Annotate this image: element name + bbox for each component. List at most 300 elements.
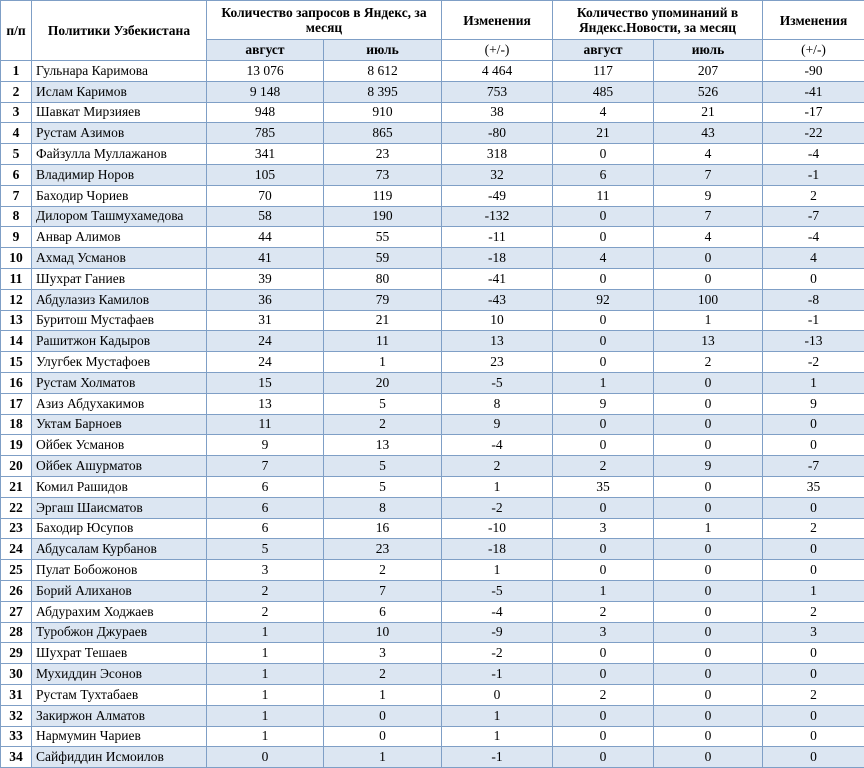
- politician-name-cell: Уктам Барноев: [32, 414, 207, 435]
- queries-august-cell: 24: [207, 352, 324, 373]
- queries-change-cell: 1: [442, 705, 553, 726]
- politician-name-cell: Анвар Алимов: [32, 227, 207, 248]
- politician-name-cell: Ислам Каримов: [32, 81, 207, 102]
- row-number-cell: 11: [1, 268, 32, 289]
- queries-august-cell: 1: [207, 664, 324, 685]
- queries-august-cell: 6: [207, 476, 324, 497]
- mentions-change-cell: -90: [763, 61, 864, 82]
- table-row: [1, 414, 864, 435]
- mentions-change-cell: 35: [763, 476, 864, 497]
- mentions-change-cell: -7: [763, 206, 864, 227]
- queries-july-cell: 23: [324, 539, 442, 560]
- queries-change-cell: -11: [442, 227, 553, 248]
- queries-change-cell: -1: [442, 747, 553, 768]
- mentions-august-cell: 2: [553, 456, 654, 477]
- queries-july-cell: 16: [324, 518, 442, 539]
- table-row: [1, 705, 864, 726]
- mentions-change-cell: -1: [763, 164, 864, 185]
- mentions-august-cell: 35: [553, 476, 654, 497]
- row-number-cell: 5: [1, 144, 32, 165]
- mentions-july-cell: 0: [654, 476, 763, 497]
- politician-name-cell: Ойбек Ашурматов: [32, 456, 207, 477]
- mentions-change-cell: -2: [763, 352, 864, 373]
- row-number-cell: 2: [1, 81, 32, 102]
- politician-name-cell: Баходир Чориев: [32, 185, 207, 206]
- politician-name-cell: Борий Алиханов: [32, 580, 207, 601]
- queries-change-cell: -41: [442, 268, 553, 289]
- row-number-cell: 25: [1, 560, 32, 581]
- mentions-august-cell: 0: [553, 705, 654, 726]
- queries-july-cell: 1: [324, 684, 442, 705]
- row-number-cell: 20: [1, 456, 32, 477]
- row-number-cell: 17: [1, 393, 32, 414]
- queries-august-cell: 1: [207, 622, 324, 643]
- mentions-august-cell: 92: [553, 289, 654, 310]
- mentions-july-cell: 0: [654, 539, 763, 560]
- mentions-change-cell: 2: [763, 518, 864, 539]
- queries-august-cell: 5: [207, 539, 324, 560]
- politician-name-cell: Сайфиддин Исмоилов: [32, 747, 207, 768]
- queries-change-cell: 8: [442, 393, 553, 414]
- queries-august-cell: 7: [207, 456, 324, 477]
- mentions-july-cell: 9: [654, 456, 763, 477]
- politician-name-cell: Дилором Ташмухамедова: [32, 206, 207, 227]
- mentions-july-cell: 0: [654, 393, 763, 414]
- politician-name-cell: Шухрат Тешаев: [32, 643, 207, 664]
- mentions-change-cell: -1: [763, 310, 864, 331]
- row-number-cell: 23: [1, 518, 32, 539]
- mentions-change-cell: 0: [763, 435, 864, 456]
- queries-august-cell: 31: [207, 310, 324, 331]
- mentions-change-cell: 0: [763, 705, 864, 726]
- row-number-cell: 16: [1, 372, 32, 393]
- queries-july-cell: 0: [324, 705, 442, 726]
- row-number-cell: 18: [1, 414, 32, 435]
- politician-name-cell: Шухрат Ганиев: [32, 268, 207, 289]
- queries-change-cell: -10: [442, 518, 553, 539]
- politician-name-cell: Абдусалам Курбанов: [32, 539, 207, 560]
- queries-change-cell: 1: [442, 476, 553, 497]
- queries-change-cell: 32: [442, 164, 553, 185]
- row-number-cell: 30: [1, 664, 32, 685]
- mentions-august-cell: 0: [553, 331, 654, 352]
- mentions-change-cell: 2: [763, 601, 864, 622]
- queries-august-cell: 1: [207, 705, 324, 726]
- politician-name-cell: Мухиддин Эсонов: [32, 664, 207, 685]
- mentions-change-cell: -4: [763, 227, 864, 248]
- mentions-august-cell: 0: [553, 435, 654, 456]
- queries-july-cell: 73: [324, 164, 442, 185]
- subheader-mentions-july: июль: [654, 40, 763, 61]
- table-row: [1, 144, 864, 165]
- table-row: [1, 81, 864, 102]
- queries-change-cell: 23: [442, 352, 553, 373]
- queries-july-cell: 5: [324, 456, 442, 477]
- subheader-mentions-change-sign: (+/-): [763, 40, 864, 61]
- row-number-cell: 34: [1, 747, 32, 768]
- header-name: Политики Узбекистана: [32, 1, 207, 61]
- queries-july-cell: 20: [324, 372, 442, 393]
- queries-change-cell: -4: [442, 601, 553, 622]
- mentions-change-cell: -17: [763, 102, 864, 123]
- queries-august-cell: 2: [207, 580, 324, 601]
- politician-name-cell: Ойбек Усманов: [32, 435, 207, 456]
- mentions-july-cell: 7: [654, 206, 763, 227]
- queries-august-cell: 58: [207, 206, 324, 227]
- queries-august-cell: 3: [207, 560, 324, 581]
- queries-change-cell: -1: [442, 664, 553, 685]
- mentions-july-cell: 0: [654, 705, 763, 726]
- row-number-cell: 28: [1, 622, 32, 643]
- mentions-july-cell: 526: [654, 81, 763, 102]
- row-number-cell: 29: [1, 643, 32, 664]
- queries-change-cell: 38: [442, 102, 553, 123]
- queries-change-cell: -43: [442, 289, 553, 310]
- table-row: [1, 227, 864, 248]
- mentions-august-cell: 1: [553, 372, 654, 393]
- queries-july-cell: 865: [324, 123, 442, 144]
- queries-change-cell: -5: [442, 580, 553, 601]
- table-row: [1, 601, 864, 622]
- queries-august-cell: 24: [207, 331, 324, 352]
- politician-name-cell: Гульнара Каримова: [32, 61, 207, 82]
- mentions-august-cell: 2: [553, 601, 654, 622]
- mentions-july-cell: 0: [654, 268, 763, 289]
- mentions-july-cell: 9: [654, 185, 763, 206]
- politician-name-cell: Рашитжон Кадыров: [32, 331, 207, 352]
- mentions-july-cell: 0: [654, 726, 763, 747]
- queries-change-cell: -2: [442, 497, 553, 518]
- politician-name-cell: Азиз Абдухакимов: [32, 393, 207, 414]
- politician-name-cell: Шавкат Мирзияев: [32, 102, 207, 123]
- mentions-july-cell: 100: [654, 289, 763, 310]
- politician-name-cell: Рустам Азимов: [32, 123, 207, 144]
- row-number-cell: 32: [1, 705, 32, 726]
- mentions-change-cell: 0: [763, 539, 864, 560]
- queries-change-cell: 318: [442, 144, 553, 165]
- mentions-july-cell: 13: [654, 331, 763, 352]
- header-yandex-queries: Количество запросов в Яндекс, за месяц: [207, 1, 442, 40]
- politician-name-cell: Комил Рашидов: [32, 476, 207, 497]
- queries-august-cell: 6: [207, 497, 324, 518]
- mentions-change-cell: -7: [763, 456, 864, 477]
- table-body: [1, 61, 864, 768]
- table-row: [1, 560, 864, 581]
- mentions-change-cell: 1: [763, 580, 864, 601]
- mentions-july-cell: 7: [654, 164, 763, 185]
- queries-august-cell: 1: [207, 726, 324, 747]
- queries-august-cell: 785: [207, 123, 324, 144]
- mentions-change-cell: 0: [763, 268, 864, 289]
- queries-change-cell: 0: [442, 684, 553, 705]
- table-row: [1, 518, 864, 539]
- mentions-august-cell: 4: [553, 248, 654, 269]
- politician-name-cell: Нармумин Чариев: [32, 726, 207, 747]
- mentions-july-cell: 0: [654, 747, 763, 768]
- table-row: [1, 747, 864, 768]
- queries-change-cell: -49: [442, 185, 553, 206]
- row-number-cell: 21: [1, 476, 32, 497]
- queries-july-cell: 1: [324, 352, 442, 373]
- mentions-august-cell: 3: [553, 622, 654, 643]
- queries-change-cell: -18: [442, 248, 553, 269]
- queries-august-cell: 6: [207, 518, 324, 539]
- row-number-cell: 26: [1, 580, 32, 601]
- queries-change-cell: -9: [442, 622, 553, 643]
- queries-august-cell: 105: [207, 164, 324, 185]
- queries-july-cell: 8 395: [324, 81, 442, 102]
- table-row: [1, 248, 864, 269]
- table-row: [1, 497, 864, 518]
- mentions-change-cell: 4: [763, 248, 864, 269]
- queries-change-cell: 1: [442, 726, 553, 747]
- mentions-august-cell: 0: [553, 643, 654, 664]
- queries-change-cell: 4 464: [442, 61, 553, 82]
- mentions-august-cell: 2: [553, 684, 654, 705]
- mentions-change-cell: 0: [763, 643, 864, 664]
- row-number-cell: 31: [1, 684, 32, 705]
- mentions-august-cell: 0: [553, 747, 654, 768]
- header-queries-change: Изменения: [442, 1, 553, 40]
- queries-august-cell: 39: [207, 268, 324, 289]
- queries-july-cell: 2: [324, 414, 442, 435]
- row-number-cell: 33: [1, 726, 32, 747]
- politician-name-cell: Абдурахим Ходжаев: [32, 601, 207, 622]
- row-number-cell: 19: [1, 435, 32, 456]
- mentions-july-cell: 0: [654, 372, 763, 393]
- queries-change-cell: -2: [442, 643, 553, 664]
- mentions-august-cell: 0: [553, 352, 654, 373]
- politician-name-cell: Пулат Бобожонов: [32, 560, 207, 581]
- subheader-queries-july: июль: [324, 40, 442, 61]
- mentions-july-cell: 0: [654, 435, 763, 456]
- mentions-change-cell: 1: [763, 372, 864, 393]
- header-mentions-change: Изменения: [763, 1, 864, 40]
- mentions-change-cell: 9: [763, 393, 864, 414]
- mentions-change-cell: -4: [763, 144, 864, 165]
- queries-july-cell: 6: [324, 601, 442, 622]
- mentions-august-cell: 0: [553, 414, 654, 435]
- row-number-cell: 3: [1, 102, 32, 123]
- mentions-july-cell: 0: [654, 684, 763, 705]
- queries-change-cell: 1: [442, 560, 553, 581]
- mentions-august-cell: 6: [553, 164, 654, 185]
- table-row: [1, 684, 864, 705]
- queries-august-cell: 36: [207, 289, 324, 310]
- queries-july-cell: 2: [324, 560, 442, 581]
- queries-july-cell: 190: [324, 206, 442, 227]
- mentions-change-cell: 3: [763, 622, 864, 643]
- mentions-july-cell: 0: [654, 643, 763, 664]
- table-row: [1, 289, 864, 310]
- queries-july-cell: 13: [324, 435, 442, 456]
- politician-name-cell: Рустам Холматов: [32, 372, 207, 393]
- queries-july-cell: 7: [324, 580, 442, 601]
- queries-august-cell: 13 076: [207, 61, 324, 82]
- table-row: [1, 539, 864, 560]
- mentions-august-cell: 0: [553, 227, 654, 248]
- queries-july-cell: 0: [324, 726, 442, 747]
- mentions-august-cell: 0: [553, 560, 654, 581]
- queries-july-cell: 23: [324, 144, 442, 165]
- queries-august-cell: 9 148: [207, 81, 324, 102]
- mentions-august-cell: 0: [553, 664, 654, 685]
- queries-change-cell: -5: [442, 372, 553, 393]
- header-news-mentions: Количество упоминаний в Яндекс.Новости, за месяц: [553, 1, 763, 40]
- queries-change-cell: 753: [442, 81, 553, 102]
- row-number-cell: 24: [1, 539, 32, 560]
- queries-august-cell: 70: [207, 185, 324, 206]
- table-row: [1, 185, 864, 206]
- subheader-mentions-august: август: [553, 40, 654, 61]
- queries-change-cell: -4: [442, 435, 553, 456]
- table-row: [1, 664, 864, 685]
- row-number-cell: 9: [1, 227, 32, 248]
- mentions-change-cell: -8: [763, 289, 864, 310]
- queries-august-cell: 948: [207, 102, 324, 123]
- queries-july-cell: 8 612: [324, 61, 442, 82]
- queries-august-cell: 341: [207, 144, 324, 165]
- mentions-july-cell: 1: [654, 518, 763, 539]
- mentions-july-cell: 43: [654, 123, 763, 144]
- table-row: [1, 268, 864, 289]
- mentions-july-cell: 4: [654, 144, 763, 165]
- table-row: [1, 206, 864, 227]
- queries-july-cell: 55: [324, 227, 442, 248]
- table-row: [1, 435, 864, 456]
- mentions-august-cell: 1: [553, 580, 654, 601]
- queries-july-cell: 79: [324, 289, 442, 310]
- mentions-change-cell: 2: [763, 185, 864, 206]
- mentions-change-cell: 2: [763, 684, 864, 705]
- mentions-august-cell: 0: [553, 144, 654, 165]
- politician-name-cell: Улугбек Мустафоев: [32, 352, 207, 373]
- row-number-cell: 27: [1, 601, 32, 622]
- table-row: [1, 456, 864, 477]
- table-row: [1, 61, 864, 82]
- table-row: [1, 622, 864, 643]
- queries-august-cell: 13: [207, 393, 324, 414]
- politician-name-cell: Ахмад Усманов: [32, 248, 207, 269]
- subheader-queries-change-sign: (+/-): [442, 40, 553, 61]
- row-number-cell: 6: [1, 164, 32, 185]
- mentions-july-cell: 4: [654, 227, 763, 248]
- table-row: [1, 102, 864, 123]
- queries-july-cell: 8: [324, 497, 442, 518]
- politician-name-cell: Эргаш Шаисматов: [32, 497, 207, 518]
- mentions-july-cell: 21: [654, 102, 763, 123]
- queries-august-cell: 0: [207, 747, 324, 768]
- mentions-july-cell: 0: [654, 560, 763, 581]
- politician-name-cell: Баходир Юсупов: [32, 518, 207, 539]
- mentions-august-cell: 0: [553, 497, 654, 518]
- table-row: [1, 726, 864, 747]
- queries-july-cell: 5: [324, 393, 442, 414]
- row-number-cell: 14: [1, 331, 32, 352]
- subheader-queries-august: август: [207, 40, 324, 61]
- politician-name-cell: Абдулазиз Камилов: [32, 289, 207, 310]
- queries-change-cell: 9: [442, 414, 553, 435]
- table-row: [1, 643, 864, 664]
- table-row: [1, 331, 864, 352]
- queries-change-cell: 10: [442, 310, 553, 331]
- queries-august-cell: 1: [207, 684, 324, 705]
- mentions-august-cell: 0: [553, 310, 654, 331]
- row-number-cell: 1: [1, 61, 32, 82]
- queries-change-cell: 2: [442, 456, 553, 477]
- header-number: п/п: [1, 1, 32, 61]
- table-row: [1, 476, 864, 497]
- mentions-change-cell: 0: [763, 664, 864, 685]
- queries-july-cell: 11: [324, 331, 442, 352]
- mentions-august-cell: 4: [553, 102, 654, 123]
- mentions-change-cell: 0: [763, 747, 864, 768]
- table-row: [1, 123, 864, 144]
- politician-name-cell: Рустам Тухтабаев: [32, 684, 207, 705]
- mentions-august-cell: 0: [553, 268, 654, 289]
- mentions-july-cell: 0: [654, 414, 763, 435]
- row-number-cell: 10: [1, 248, 32, 269]
- table-row: [1, 352, 864, 373]
- queries-change-cell: -132: [442, 206, 553, 227]
- mentions-july-cell: 0: [654, 664, 763, 685]
- queries-change-cell: 13: [442, 331, 553, 352]
- queries-july-cell: 1: [324, 747, 442, 768]
- queries-august-cell: 1: [207, 643, 324, 664]
- mentions-july-cell: 207: [654, 61, 763, 82]
- mentions-august-cell: 0: [553, 726, 654, 747]
- politician-name-cell: Владимир Норов: [32, 164, 207, 185]
- queries-july-cell: 80: [324, 268, 442, 289]
- queries-august-cell: 41: [207, 248, 324, 269]
- mentions-august-cell: 485: [553, 81, 654, 102]
- queries-change-cell: -18: [442, 539, 553, 560]
- mentions-change-cell: -13: [763, 331, 864, 352]
- mentions-july-cell: 2: [654, 352, 763, 373]
- mentions-change-cell: 0: [763, 497, 864, 518]
- mentions-august-cell: 9: [553, 393, 654, 414]
- row-number-cell: 7: [1, 185, 32, 206]
- mentions-august-cell: 3: [553, 518, 654, 539]
- queries-august-cell: 11: [207, 414, 324, 435]
- mentions-change-cell: 0: [763, 560, 864, 581]
- row-number-cell: 22: [1, 497, 32, 518]
- mentions-july-cell: 0: [654, 497, 763, 518]
- politician-name-cell: Туробжон Джураев: [32, 622, 207, 643]
- queries-july-cell: 3: [324, 643, 442, 664]
- queries-july-cell: 59: [324, 248, 442, 269]
- mentions-july-cell: 0: [654, 580, 763, 601]
- queries-july-cell: 119: [324, 185, 442, 206]
- mentions-july-cell: 1: [654, 310, 763, 331]
- mentions-july-cell: 0: [654, 248, 763, 269]
- table-row: [1, 164, 864, 185]
- mentions-change-cell: 0: [763, 726, 864, 747]
- queries-july-cell: 21: [324, 310, 442, 331]
- politician-name-cell: Буритош Мустафаев: [32, 310, 207, 331]
- queries-july-cell: 910: [324, 102, 442, 123]
- row-number-cell: 4: [1, 123, 32, 144]
- politician-name-cell: Закиржон Алматов: [32, 705, 207, 726]
- row-number-cell: 12: [1, 289, 32, 310]
- queries-july-cell: 5: [324, 476, 442, 497]
- mentions-august-cell: 21: [553, 123, 654, 144]
- mentions-august-cell: 0: [553, 206, 654, 227]
- queries-change-cell: -80: [442, 123, 553, 144]
- queries-august-cell: 15: [207, 372, 324, 393]
- mentions-july-cell: 0: [654, 601, 763, 622]
- queries-august-cell: 2: [207, 601, 324, 622]
